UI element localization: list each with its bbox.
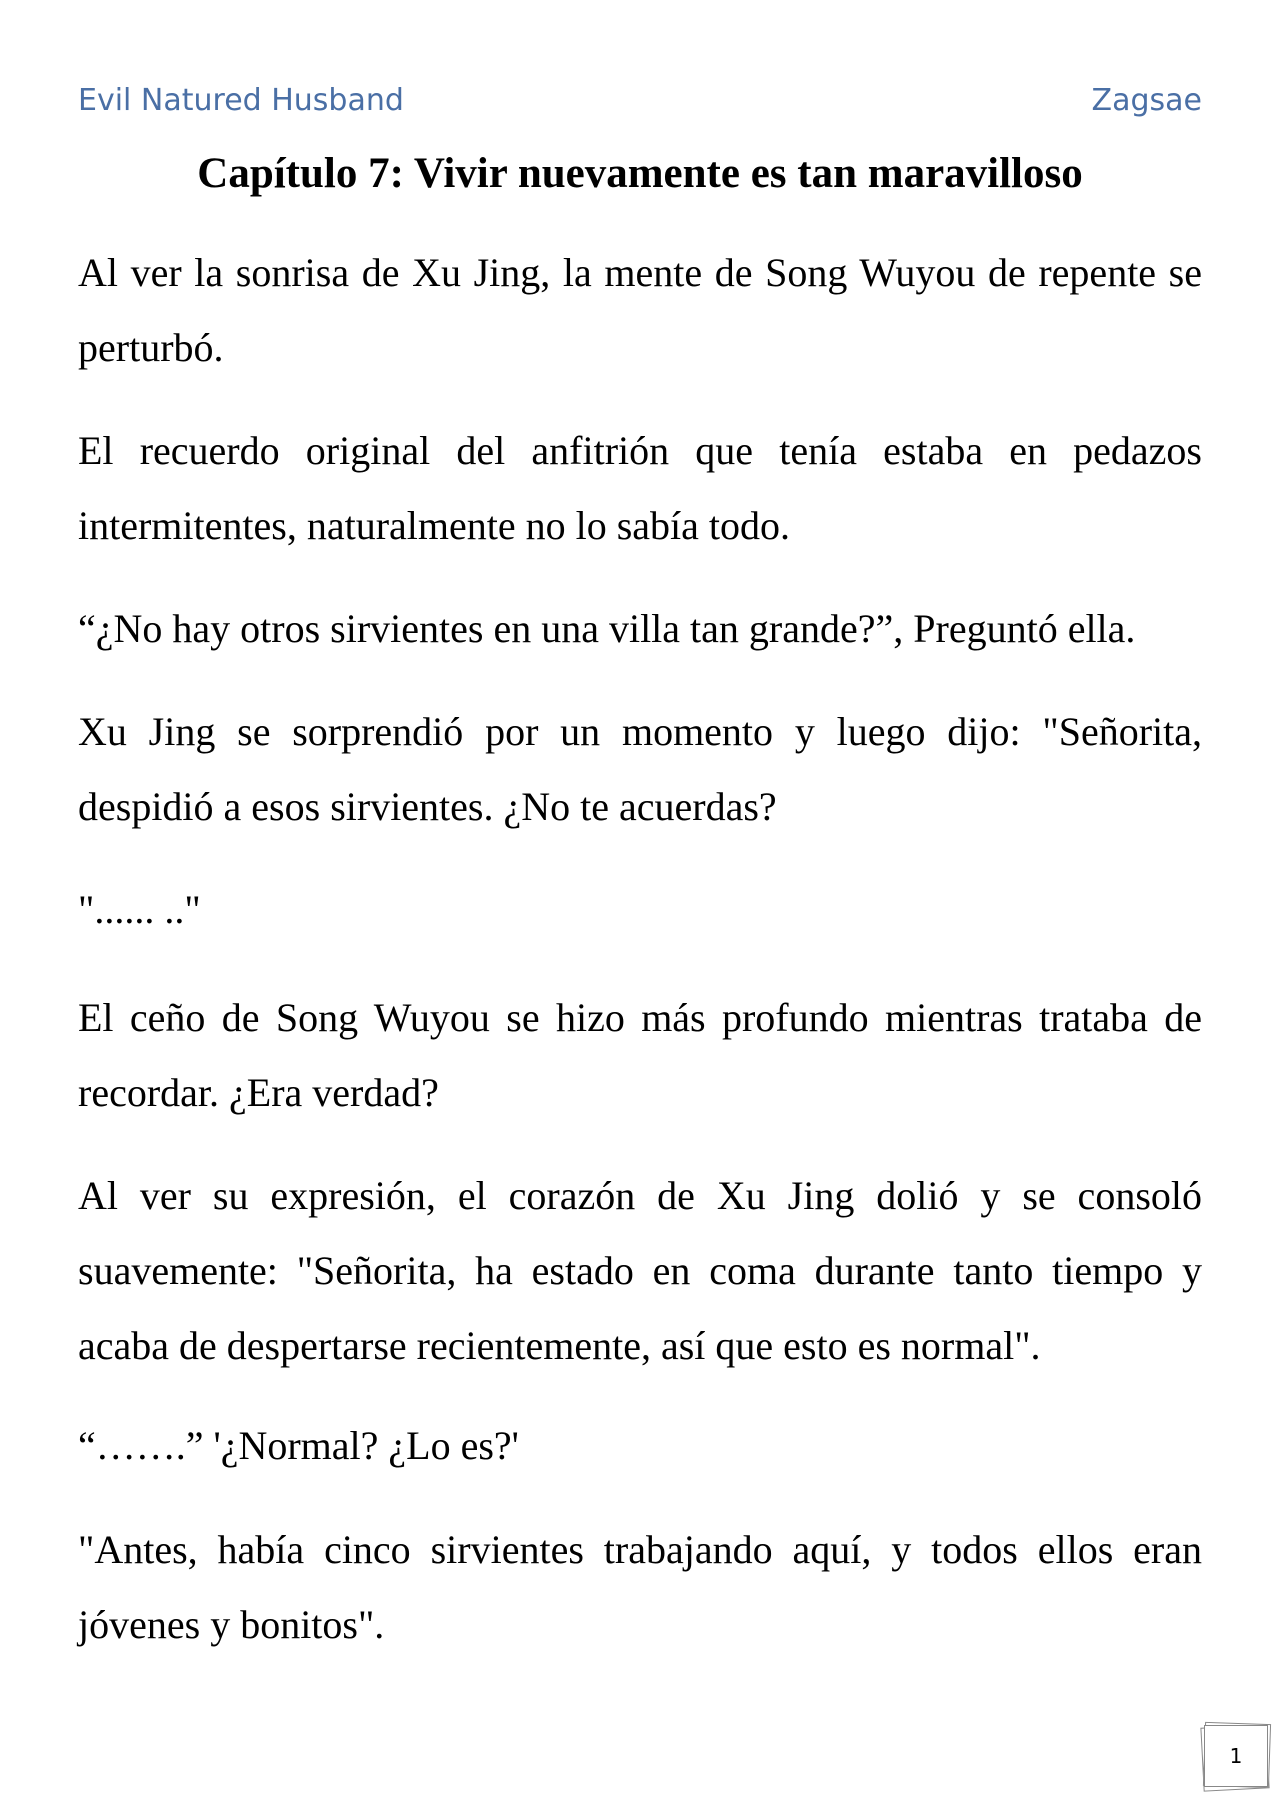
page-header: [78, 78, 1202, 122]
paragraph: “¿No hay otros sirvientes en una villa tan grande?”, Preguntó ella.: [78, 606, 1136, 651]
page-number: 1: [1204, 1725, 1268, 1787]
paragraph: Al ver la sonrisa de Xu Jing, la mente de Song Wuyou de repente se perturbó.: [78, 250, 1202, 370]
paragraph: "...... ..": [78, 887, 201, 932]
paragraph: “…….” '¿Normal? ¿Lo es?': [78, 1423, 519, 1468]
paragraph: Al ver su expresión, el corazón de Xu Jing dolió y se consoló suavemente: "Señorita, ha estado en coma durante tanto tiempo y acaba de despertarse recientemente, así que esto es normal".: [78, 1173, 1202, 1368]
author-name: Zagsae: [1091, 82, 1202, 118]
paragraph: El ceño de Song Wuyou se hizo más profundo mientras trataba de recordar. ¿Era verdad?: [78, 995, 1202, 1115]
paragraph: "Antes, había cinco sirvientes trabajando aquí, y todos ellos eran jóvenes y bonitos".: [78, 1527, 1202, 1647]
paragraph: Xu Jing se sorprendió por un momento y luego dijo: "Señorita, despidió a esos sirvientes. ¿No te acuerdas?: [78, 709, 1202, 829]
paragraph: El recuerdo original del anfitrión que tenía estaba en pedazos intermitentes, naturalmente no lo sabía todo.: [78, 428, 1202, 548]
chapter-title: Capítulo 7: Vivir nuevamente es tan maravilloso: [197, 150, 1083, 197]
page-number-badge: [1200, 1720, 1272, 1792]
book-title: Evil Natured Husband: [78, 82, 404, 118]
